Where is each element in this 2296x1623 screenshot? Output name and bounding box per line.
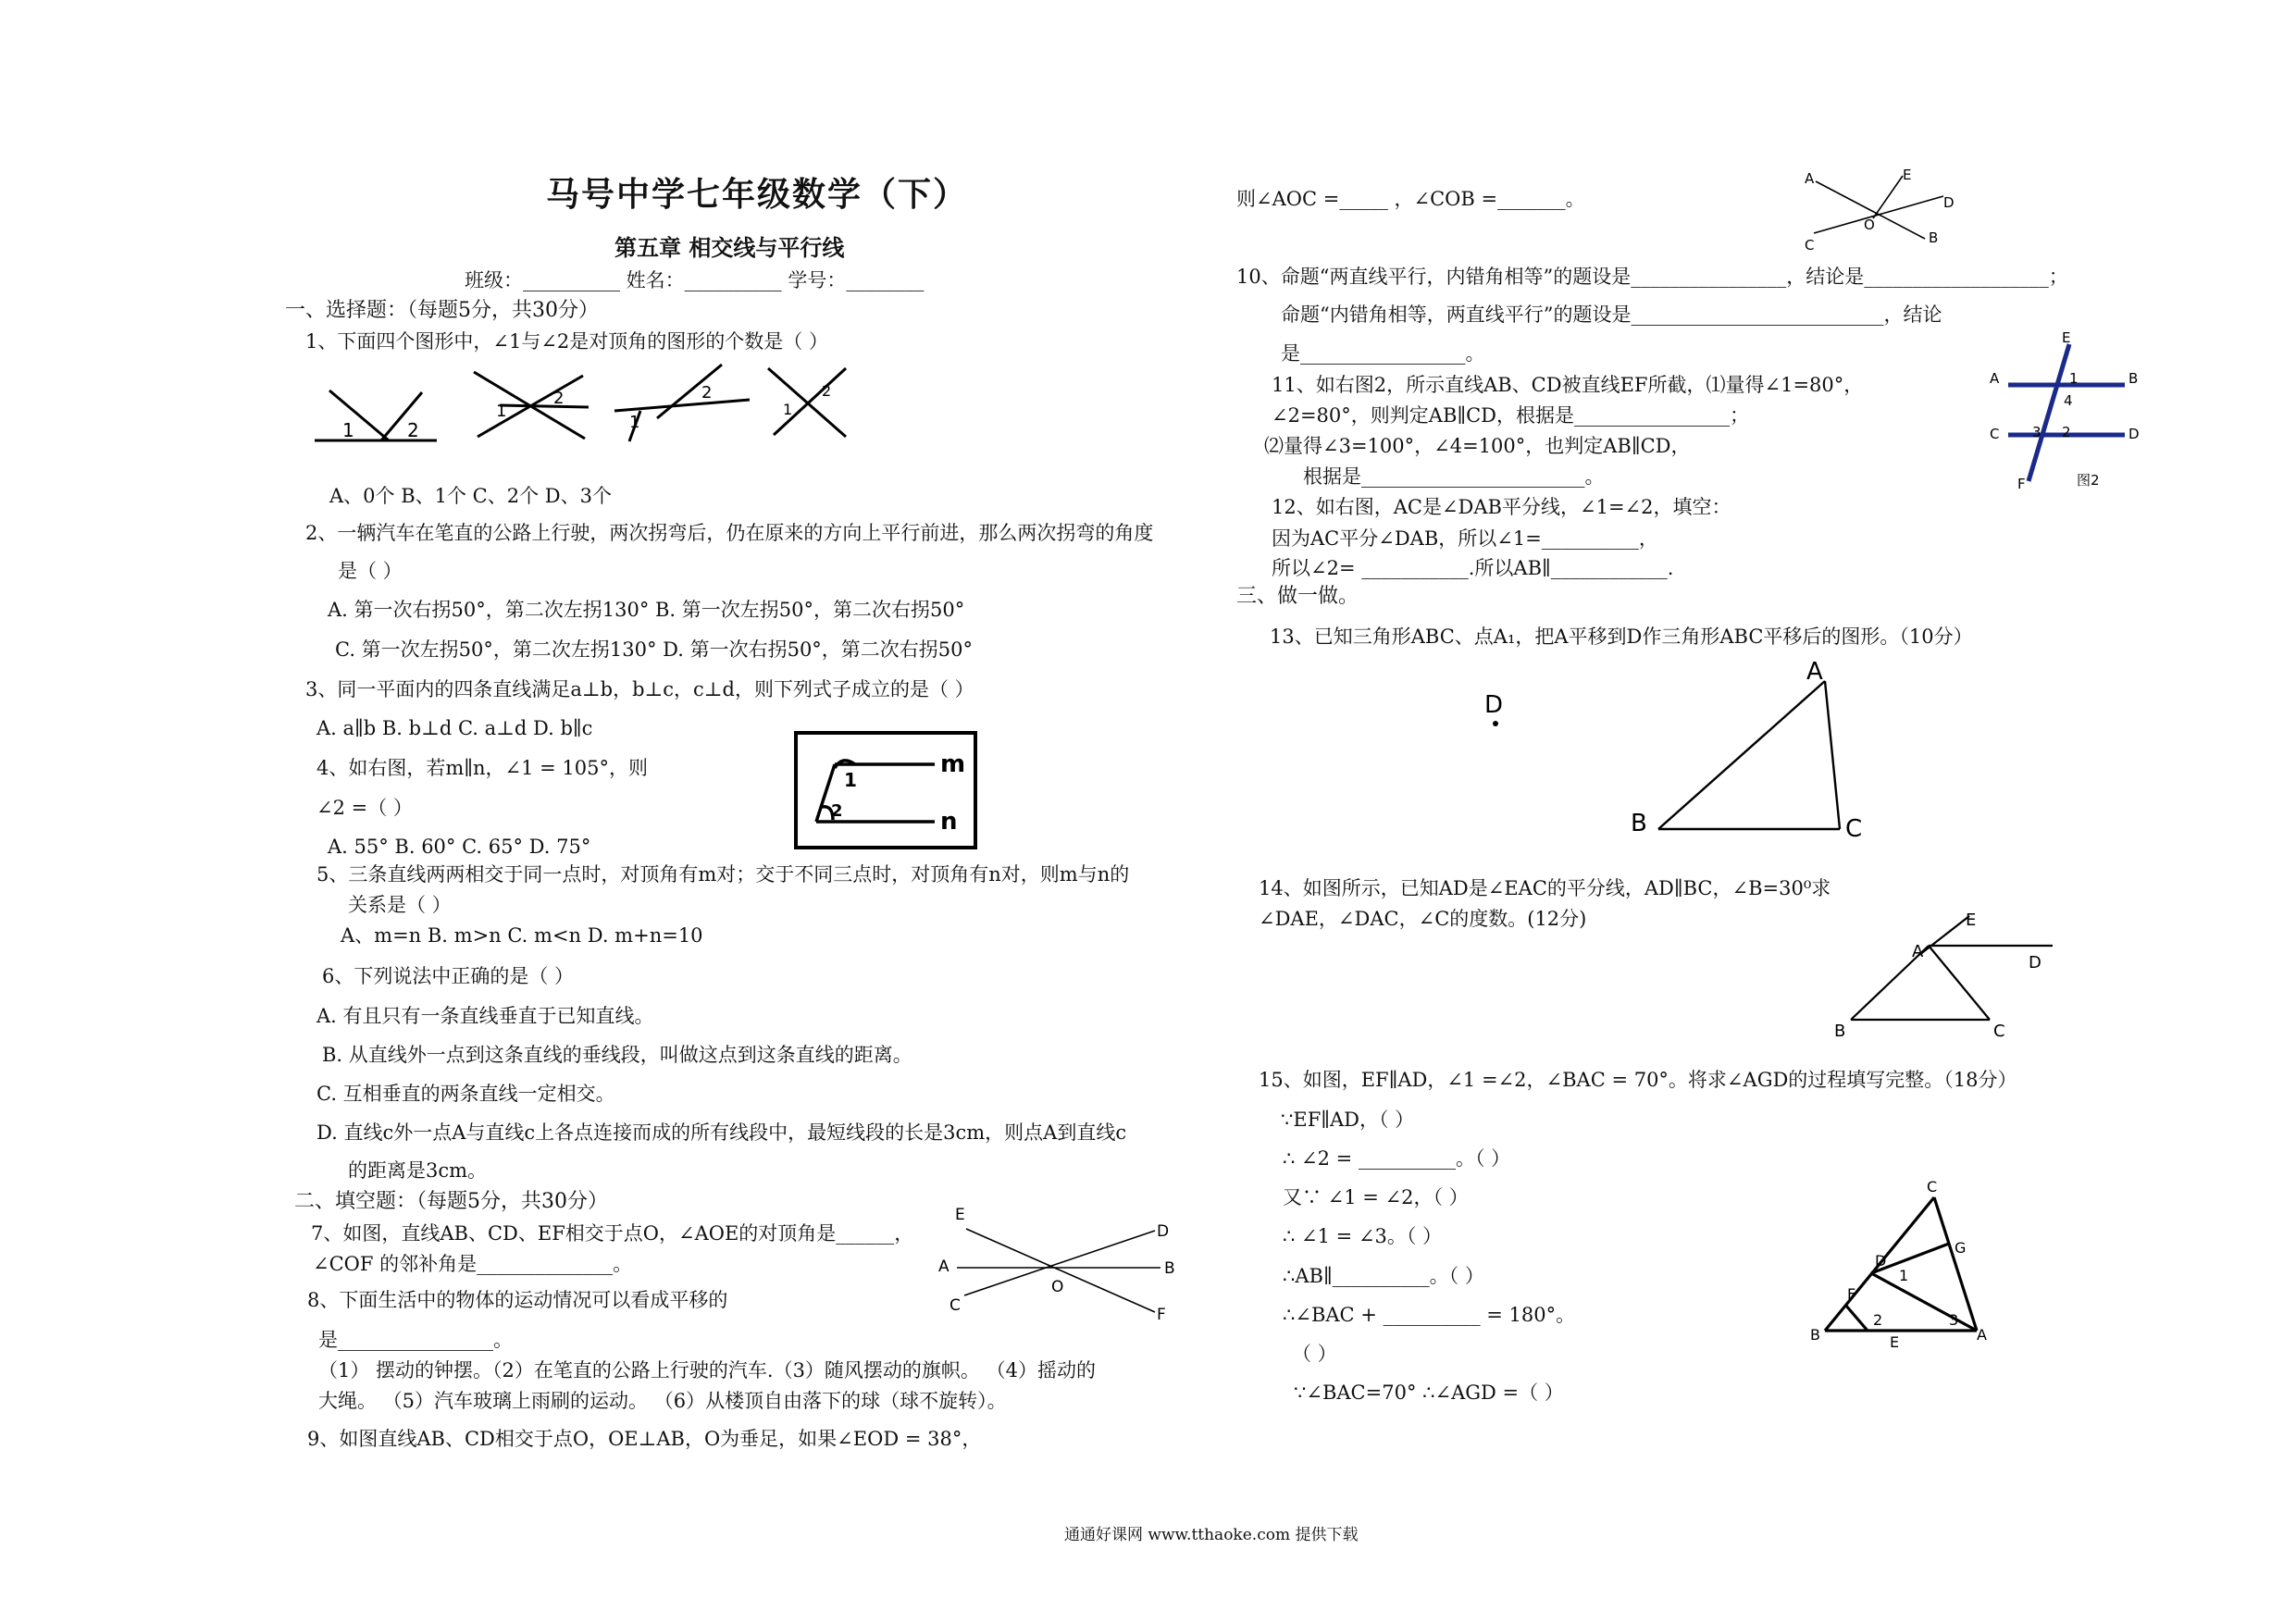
q14-figure <box>1825 909 2075 1040</box>
q7-line1: 7、如图，直线AB、CD、EF相交于点O，∠AOE的对顶角是______， <box>311 1222 914 1245</box>
q14-label-B: B <box>1834 1022 1846 1041</box>
q15-label-F: F <box>1847 1285 1856 1303</box>
q11-line1: 11、如右图2，所示直线AB、CD被直线EF所截，⑴量得∠1=80°， <box>1272 374 1864 396</box>
q4-label-n: n <box>940 808 958 836</box>
q6-stem: 6、下列说法中正确的是（ ） <box>322 965 575 987</box>
q15-step-7: （ ） <box>1292 1343 1337 1365</box>
q1-fig-d-label-1: 1 <box>783 401 793 418</box>
q6-option-a: A. 有且只有一条直线垂直于已知直线。 <box>316 1005 654 1027</box>
figure-2 <box>1980 329 2147 492</box>
fig2-label-E: E <box>2062 329 2071 346</box>
q15-label-B: B <box>1810 1326 1820 1344</box>
q8-line3: （1） 摆动的钟摆。（2）在笔直的公路上行驶的汽车.（3）随风摆动的旗帜。 （4）摇动的 <box>318 1359 1096 1381</box>
q9-label-D: D <box>1943 194 1955 211</box>
q15-label-2: 2 <box>1873 1311 1883 1329</box>
section-3-title: 三、做一做。 <box>1236 585 1359 608</box>
q14-label-D: D <box>2029 953 2042 973</box>
q2-stem: 2、一辆汽车在笔直的公路上行驶，两次拐弯后，仍在原来的方向上平行前进，那么两次拐弯的角度 <box>305 522 1154 544</box>
q13-label-D: D <box>1484 691 1504 719</box>
q7-label-E: E <box>955 1206 965 1224</box>
q2-options-ab: A. 第一次右拐50°，第二次左拐130° B. 第一次左拐50°，第二次右拐50° <box>328 599 965 621</box>
q1-options: A、0个 B、1个 C、2个 D、3个 <box>329 485 612 507</box>
q15-figure <box>1810 1177 1995 1349</box>
q4-label-2: 2 <box>831 801 843 821</box>
fig2-label-2: 2 <box>2062 424 2071 440</box>
q1-fig-c-label-1: 1 <box>629 413 640 432</box>
q1-figures <box>315 363 870 455</box>
fig2-label-4: 4 <box>2064 392 2073 409</box>
q15-step-8: ∵∠BAC=70° ∴∠AGD =（ ） <box>1294 1381 1564 1404</box>
q10-line1: 10、命题“两直线平行，内错角相等”的题设是________________，结论是___________________； <box>1236 266 2068 288</box>
q15-label-E: E <box>1890 1333 1900 1351</box>
q10-line2: 命题“内错角相等，两直线平行”的题设是__________________________，结论 <box>1281 304 1942 326</box>
student-info-line: 班级：__________ 姓名：__________ 学号：________ <box>465 269 925 291</box>
q14-line1: 14、如图所示，已知AD是∠EAC的平分线，AD∥BC，∠B=30⁰求 <box>1259 877 1831 899</box>
q12-line1: 12、如右图，AC是∠DAB平分线，∠1=∠2，填空： <box>1272 496 1731 518</box>
q5-stem: 5、三条直线两两相交于同一点时，对顶角有m对；交于不同三点时，对顶角有n对，则m与n的 <box>316 863 1130 886</box>
q7-label-O: O <box>1051 1278 1064 1296</box>
q15-step-5: ∴AB∥__________。（ ） <box>1283 1265 1484 1287</box>
q8-line1: 8、下面生活中的物体的运动情况可以看成平移的 <box>307 1289 728 1311</box>
q1-fig-b-label-1: 1 <box>496 402 507 421</box>
q6-option-d-cont: 的距离是3cm。 <box>348 1159 488 1182</box>
q1-stem: 1、下面四个图形中，∠1与∠2是对顶角的图形的个数是（ ） <box>305 330 828 353</box>
q15-stem: 15、如图，EF∥AD，∠1 =∠2，∠BAC = 70°。将求∠AGD的过程填写完整。（18分） <box>1259 1069 2017 1091</box>
chapter-title: 第五章 相交线与平行线 <box>614 235 845 261</box>
fig2-caption: 图2 <box>2077 472 2100 489</box>
q5-options: A、m=n B. m>n C. m<n D. m+n=10 <box>341 924 703 947</box>
q7-label-B: B <box>1164 1259 1175 1278</box>
q1-fig-b-label-2: 2 <box>553 389 565 408</box>
q15-label-C: C <box>1927 1178 1938 1196</box>
q14-label-C: C <box>1993 1022 2005 1041</box>
q1-fig-c-label-2: 2 <box>701 383 713 403</box>
q14-line2: ∠DAE，∠DAC，∠C的度数。(12分) <box>1259 908 1587 930</box>
q2-options-cd: C. 第一次左拐50°，第二次左拐130° D. 第一次右拐50°，第二次右拐50° <box>335 638 974 661</box>
q8-line4: 大绳。 （5）汽车玻璃上雨刷的运动。 （6）从楼顶自由落下的球（球不旋转）。 <box>318 1390 1007 1412</box>
fig2-label-F: F <box>2017 476 2026 492</box>
q4-label-1: 1 <box>844 769 857 791</box>
q2-stem-cont: 是（ ） <box>338 560 403 582</box>
q15-label-3: 3 <box>1949 1311 1959 1329</box>
q4-options: A. 55° B. 60° C. 65° D. 75° <box>328 836 591 858</box>
q1-fig-a-label-1: 1 <box>342 419 354 441</box>
fig2-label-B: B <box>2128 370 2139 387</box>
q8-line2: 是________________。 <box>318 1329 513 1351</box>
q15-step-6: ∴∠BAC + __________ = 180°。 <box>1283 1304 1576 1326</box>
section-2-title: 二、填空题：（每题5分，共30分） <box>294 1190 608 1213</box>
section-1-title: 一、选择题：（每题5分，共30分） <box>285 299 599 322</box>
q11-line4: 根据是_______________________。 <box>1303 465 1605 488</box>
q9-label-E: E <box>1903 167 1912 183</box>
q13-stem: 13、已知三角形ABC、点A₁，把A平移到D作三角形ABC平移后的图形。（10分） <box>1270 626 1973 648</box>
q4-label-m: m <box>940 750 966 778</box>
q13-label-A: A <box>1806 658 1823 686</box>
q5-stem-cont: 关系是（ ） <box>348 894 452 916</box>
q9-line2: 则∠AOC =_____ ，∠COB =_______。 <box>1236 188 1585 210</box>
q15-label-A: A <box>1977 1326 1987 1344</box>
q3-options: A. a∥b B. b⊥d C. a⊥d D. b∥c <box>316 717 593 739</box>
q9-figure <box>1805 167 1962 252</box>
q15-step-3: 又∵ ∠1 = ∠2，（ ） <box>1283 1186 1469 1208</box>
q6-option-d: D. 直线c外一点A与直线c上各点连接而成的所有线段中，最短线段的长是3cm，则点A到直线c <box>316 1121 1127 1144</box>
q4-stem-cont: ∠2 =（ ） <box>316 797 413 819</box>
q15-step-1: ∵EF∥AD，（ ） <box>1281 1109 1415 1131</box>
q11-line2: ∠2=80°，则判定AB∥CD，根据是________________； <box>1272 404 1749 427</box>
q9-label-C: C <box>1805 237 1815 254</box>
q9-label-B: B <box>1929 229 1939 246</box>
q12-line3: 所以∠2= ___________.所以AB∥____________. <box>1272 557 1674 579</box>
q10-line3: 是_________________。 <box>1281 342 1485 365</box>
footer-credit: 通通好课网 www.tthaoke.com 提供下载 <box>1064 1526 1359 1544</box>
q7-line2: ∠COF 的邻补角是______________。 <box>313 1253 633 1275</box>
q7-figure <box>938 1203 1188 1323</box>
q9-label-O: O <box>1864 217 1875 233</box>
q15-label-1: 1 <box>1899 1267 1909 1284</box>
q14-label-A: A <box>1912 942 1924 961</box>
fig2-label-3: 3 <box>2032 424 2042 440</box>
q6-option-b: B. 从直线外一点到这条直线的垂线段，叫做这点到这条直线的距离。 <box>322 1044 912 1066</box>
q9-line1: 9、如图直线AB、CD相交于点O，OE⊥AB，O为垂足，如果∠EOD = 38°， <box>307 1428 982 1450</box>
q13-label-C: C <box>1845 815 1863 843</box>
q7-label-D: D <box>1157 1222 1170 1241</box>
q15-label-D: D <box>1875 1252 1887 1270</box>
fig2-label-1: 1 <box>2069 370 2079 387</box>
fig2-label-D: D <box>2128 426 2140 442</box>
q15-label-G: G <box>1955 1239 1967 1257</box>
q3-stem: 3、同一平面内的四条直线满足a⊥b，b⊥c，c⊥d，则下列式子成立的是（ ） <box>305 678 974 700</box>
q7-label-C: C <box>949 1296 961 1315</box>
q15-step-2: ∴ ∠2 = __________。（ ） <box>1283 1147 1511 1170</box>
q13-label-B: B <box>1631 810 1647 837</box>
q1-fig-d-label-2: 2 <box>822 382 832 400</box>
q13-figure <box>1471 658 1888 843</box>
q4-figure <box>794 731 979 851</box>
q12-line2: 因为AC平分∠DAB，所以∠1=__________， <box>1272 527 1658 550</box>
fig2-label-C: C <box>1990 426 2000 442</box>
q9-label-A: A <box>1805 170 1815 187</box>
q1-fig-a-label-2: 2 <box>407 419 419 441</box>
q7-label-A: A <box>938 1258 949 1276</box>
q6-option-c: C. 互相垂直的两条直线一定相交。 <box>316 1083 615 1105</box>
q14-label-E: E <box>1966 911 1977 930</box>
q7-label-F: F <box>1157 1306 1166 1324</box>
q11-line3: ⑵量得∠3=100°，∠4=100°，也判定AB∥CD， <box>1264 435 1691 457</box>
q4-stem: 4、如右图，若m∥n，∠1 = 105°，则 <box>316 757 648 779</box>
fig2-label-A: A <box>1990 370 2000 387</box>
q15-step-4: ∴ ∠1 = ∠3。（ ） <box>1283 1225 1443 1247</box>
page-title: 马号中学七年级数学（下） <box>546 176 969 214</box>
